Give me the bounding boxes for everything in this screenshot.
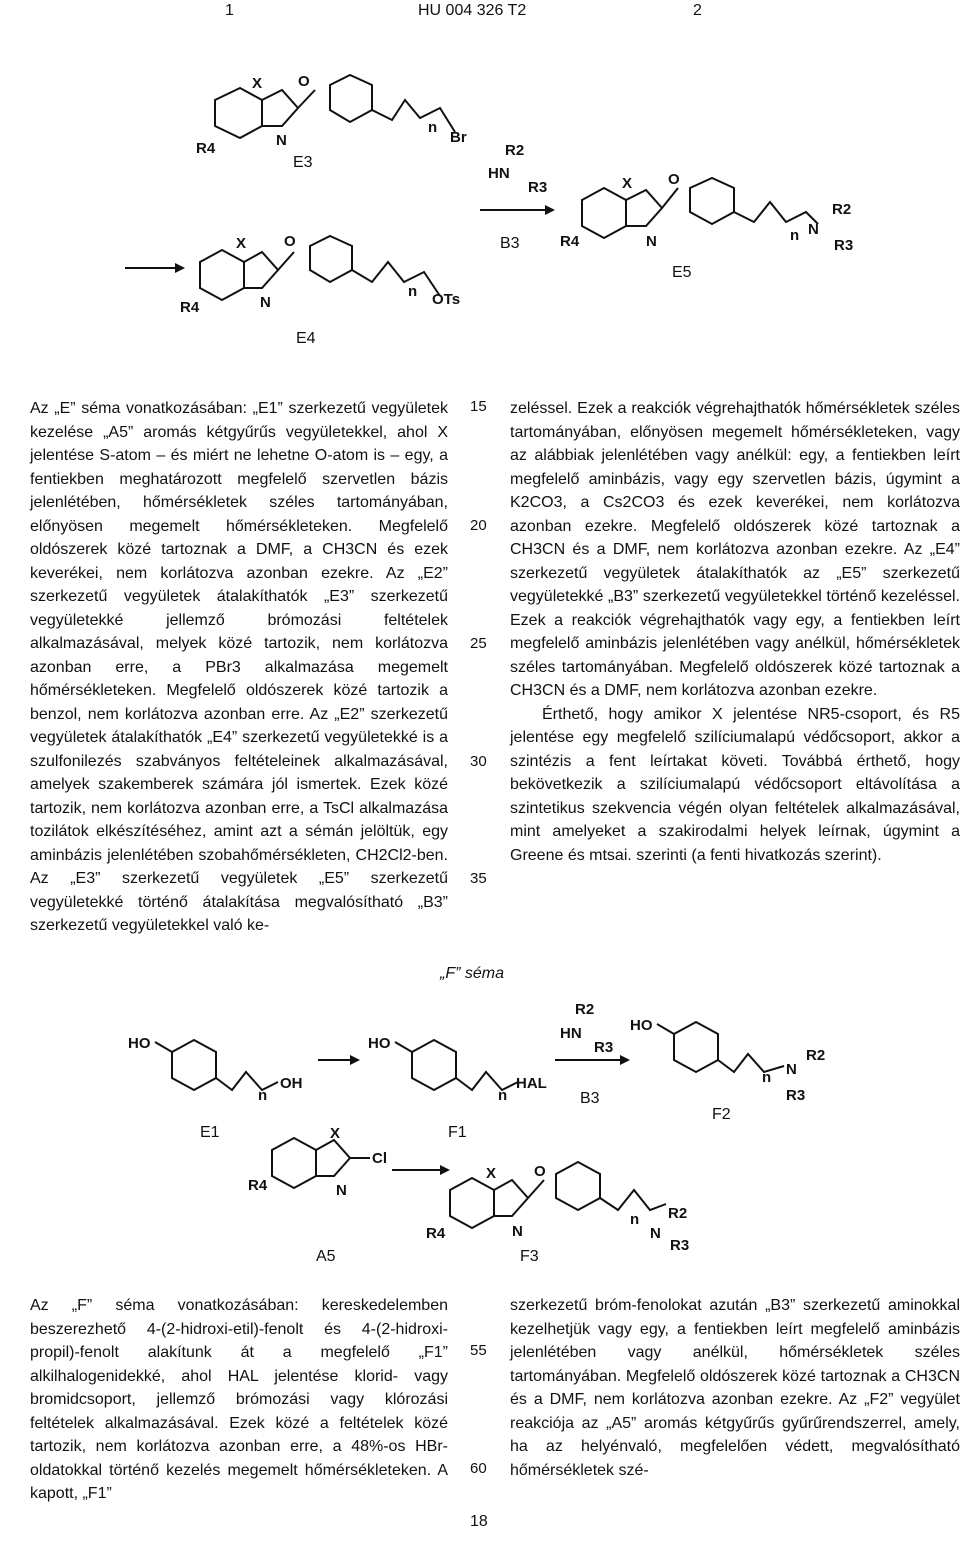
atom-n: N: [336, 1182, 347, 1199]
structure-e4: [180, 233, 460, 316]
atom-n-amine: N: [808, 221, 819, 238]
line-number: 15: [470, 398, 487, 415]
label-f1: F1: [448, 1124, 467, 1141]
subscript-n: n: [258, 1087, 268, 1104]
column-number-left: 1: [225, 2, 234, 19]
atom-r2: R2: [806, 1047, 826, 1064]
text-column-left-top: [30, 397, 448, 938]
atom-x: X: [486, 1165, 497, 1182]
structure-e3: [196, 73, 467, 157]
label-b3: B3: [500, 235, 520, 252]
line-number: 60: [470, 1460, 487, 1477]
atom-n: N: [260, 294, 271, 311]
atom-r4: R4: [248, 1177, 268, 1194]
subscript-n: n: [428, 119, 438, 136]
document-id: HU 004 326 T2: [418, 2, 527, 19]
atom-n: N: [276, 132, 287, 149]
atom-r4: R4: [560, 233, 580, 250]
atom-r3: R3: [786, 1087, 806, 1104]
atom-r2: R2: [668, 1205, 688, 1222]
atom-ho: HO: [630, 1017, 653, 1034]
label-e3: E3: [293, 154, 313, 171]
atom-r4: R4: [426, 1225, 446, 1242]
label-b3: B3: [580, 1090, 600, 1107]
atom-o: O: [668, 171, 680, 188]
paragraph-e-scheme-1: Az „E” séma vonatkozásában: „E1” szerkezetű vegyületek kezelése „A5” aromás kétgyűrűs vegyületekkel, ahol X jelentése S-atom – és miért ne lehetne O-atom is – egy, a fentiekben meghatározott megfelelő szervetlen bázis jelenlétében, hőmérsékletek széles tartományában, előnyösen megemelt hőmérsékleteken. Megfelelő oldószerek közé tartoznak a DMF, a CH3CN és ezek keverékei, nem korlátozva azonban ezekre. Az „E2” szerkezetű vegyületek átalakíthatók „E3” szerkezetű vegyületekké jellemző brómozási feltételek alkalmazásával, melyek közé tartozik, nem korlátozva azonban erre, a PBr3 alkalmazása megemelt hőmérsékleteken. Megfelelő oldószerek közé tartozik a benzol, nem korlátozva azonban erre. Az „E2” szerkezetű vegyületek átalakíthatók „E4” szerkezetű vegyületekké is a szulfonilezés szabványos feltételeinek alkalmazásával, amelyek szakemberek számára jól ismertek. Ezek közé tartozik, nem korlátozva azonban erre, a TsCl alkalmazása tozilátok elkészítéséhez, amint azt a sémán jelöltük, egy aminbázis jelenlétében szobahőmérsékleten, CH2Cl2-ben. Az „E3” szerkezetű vegyületek „E5” szerkezetű vegyületekké történő átalakítása megvalósítható „B3” szerkezetű vegyületekkel való ke-: [30, 400, 448, 934]
atom-ho: HO: [368, 1035, 391, 1052]
atom-n: N: [646, 233, 657, 250]
atom-x: X: [622, 175, 633, 192]
atom-r4: R4: [180, 299, 200, 316]
atom-o: O: [284, 233, 296, 250]
scheme-e-diagram: [0, 60, 960, 360]
atom-hal: HAL: [516, 1075, 547, 1092]
subscript-n: n: [498, 1087, 508, 1104]
line-number: 35: [470, 870, 487, 887]
label-f2: F2: [712, 1106, 731, 1123]
text-column-left-bottom: [30, 1294, 448, 1506]
atom-x: X: [330, 1125, 341, 1142]
line-number: 55: [470, 1342, 487, 1359]
subscript-n: n: [408, 283, 418, 300]
atom-n: N: [512, 1223, 523, 1240]
paragraph-f-scheme-2: szerkezetű bróm-fenolokat azután „B3” szerkezetű aminokkal kezelhetjük vagy egy, a fentiekben leírt megfelelő aminbázis jelenlétében vagy anélkül, hőmérsékletek széles tartományában. Megfelelő oldószerek közé tartoznak a CH3CN és a DMF, nem korlátozva azonban ezekre. Az „F2” vegyület reakciója az „A5” aromás kétgyűrűs gyűrűrendszerrel, amely, ha az helyénvaló, megfelelően védett, megvalósítható hőmérsékletek szé-: [510, 1297, 960, 1479]
atom-oh: OH: [280, 1075, 303, 1092]
atom-o: O: [298, 73, 310, 90]
atom-cl: Cl: [372, 1150, 387, 1167]
atom-r3: R3: [528, 179, 548, 196]
label-e4: E4: [296, 330, 316, 347]
atom-r3: R3: [834, 237, 854, 254]
atom-r4: R4: [196, 140, 216, 157]
column-number-right: 2: [693, 2, 702, 19]
atom-r3: R3: [594, 1039, 614, 1056]
page-number: 18: [470, 1513, 488, 1530]
label-e5: E5: [672, 264, 692, 281]
atom-r3: R3: [670, 1237, 690, 1254]
scheme-f-title: „F” séma: [440, 965, 504, 982]
atom-x: X: [236, 235, 247, 252]
atom-hn: HN: [560, 1025, 582, 1042]
atom-n-amine: N: [650, 1225, 661, 1242]
paragraph-f-scheme-1: Az „F” séma vonatkozásában: kereskedelemben beszerezhető 4-(2-hidroxi-etil)-fenolt és 4-(2-hidroxi-propil)-fenolt alakítunk át a megfelelő „F1” alkilhalogenidekké, ahol HAL jelentése klorid- vagy bromidcsoport, jellemző brómozási vagy klórozási feltételek alkalmazásával. Ezek közé a feltételek közé tartozik, nem korlátozva azonban erre, a 48%-os HBr-oldatokkal történő kezelés megemelt hőmérsékleteken. A kapott, „F1”: [30, 1297, 448, 1502]
label-f3: F3: [520, 1248, 539, 1265]
text-column-right-bottom: [510, 1294, 960, 1482]
atom-x: X: [252, 75, 263, 92]
label-a5: A5: [316, 1248, 336, 1265]
line-number: 20: [470, 517, 487, 534]
subscript-n: n: [790, 227, 800, 244]
atom-r2: R2: [575, 1001, 595, 1018]
scheme-f-diagram: [0, 990, 960, 1270]
atom-ots: OTs: [432, 291, 461, 308]
structure-e5: [560, 171, 853, 254]
atom-r2: R2: [832, 201, 852, 218]
atom-r2: R2: [505, 142, 525, 159]
line-number: 25: [470, 635, 487, 652]
atom-hn: HN: [488, 165, 510, 182]
subscript-n: n: [762, 1069, 772, 1086]
subscript-n: n: [630, 1211, 640, 1228]
paragraph-e-scheme-3: Érthető, hogy amikor X jelentése NR5-csoport, és R5 jelentése egy megfelelő szilíciumalapú védőcsoport, akkor a szintézis a fent leírtakat követi. Továbbá érthető, hogy bekövetkezik a szilíciumalapú védőcsoport eltávolítása a szintetikus szekvencia végén olyan feltételek alkalmazásával, mint amelyeket a szakirodalmi helyek leírnak, úgymint a Greene és mtsai. szerinti (a fenti hivatkozás szerint).: [510, 705, 960, 864]
line-number: 30: [470, 753, 487, 770]
atom-o: O: [534, 1163, 546, 1180]
atom-ho: HO: [128, 1035, 151, 1052]
atom-n-amine: N: [786, 1061, 797, 1078]
text-column-right-top: [510, 397, 960, 867]
label-e1: E1: [200, 1124, 220, 1141]
paragraph-e-scheme-2: zeléssel. Ezek a reakciók végrehajthatók hőmérsékletek széles tartományában, előnyösen megemelt hőmérsékleteken, vagy az alábbiak jelenlétében vagy anélkül: egy, a fentiekben leírt megfelelő aminbázis, vagy egy szervetlen bázis, úgymint a K2CO3, a Cs2CO3 és ezek keverékei, nem korlátozva azonban ezekre. Megfelelő oldószerek közé tartoznak a CH3CN és a DMF, nem korlátozva azonban ezekre. Az „E4” szerkezetű vegyületek átalakíthatók az „E5” szerkezetű vegyületekké „B3” szerkezetű vegyületekkel történő kezeléssel. Ezek a reakciók végrehajthatók vagy egy, a fentiekben leírt megfelelő aminbázis jelenlétében vagy anélkül, hőmérsékletek széles tartományában. Megfelelő oldószerek közé tartoznak a CH3CN és a DMF, nem korlátozva azonban ezekre.: [510, 400, 960, 699]
atom-br: Br: [450, 129, 467, 146]
